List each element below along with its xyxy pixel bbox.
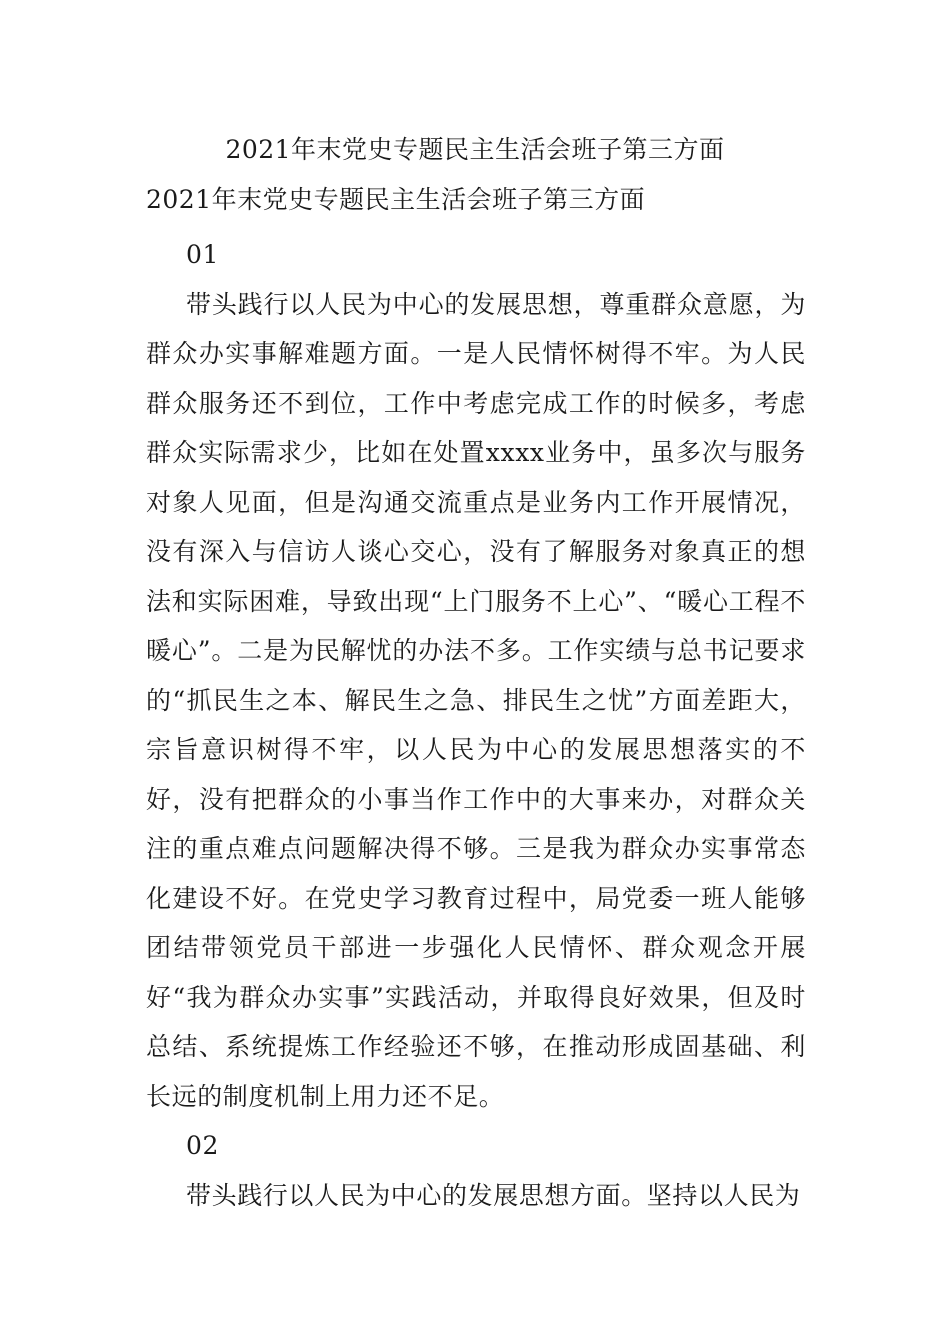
- document-title-left: 2021年末党史专题民主生活会班子第三方面: [146, 185, 646, 214]
- section-paragraph: 带头践行以人民为中心的发展思想方面。坚持以人民为: [186, 1180, 801, 1210]
- section-number: 02: [186, 1131, 220, 1160]
- document-body: [146, 230, 806, 1220]
- document-title-centered: 2021年末党史专题民主生活会班子第三方面: [225, 135, 725, 164]
- section-number: 01: [186, 240, 220, 269]
- section-paragraph: 带头践行以人民为中心的发展思想，尊重群众意愿，为群众办实事解难题方面。一是人民情怀树得不牢。为人民群众服务还不到位，工作中考虑完成工作的时候多，考虑群众实际需求少，比如在处置xxxx业务中，虽多次与服务对象人见面，但是沟通交流重点是业务内工作开展情况，没有深入与信访人谈心交心，没有了解服务对象真正的想法和实际困难，导致出现“上门服务不上心”、“暖心工程不暖心”。二是为民解忧的办法不多。工作实绩与总书记要求的“抓民生之本、解民生之急、排民生之忧”方面差距大，宗旨意识树得不牢，以人民为中心的发展思想落实的不好，没有把群众的小事当作工作中的大事来办，对群众关注的重点难点问题解决得不够。三是我为群众办实事常态化建设不好。在党史学习教育过程中，局党委一班人能够团结带领党员干部进一步强化人民情怀、群众观念开展好“我为群众办实事”实践活动，并取得良好效果，但及时总结、系统提炼工作经验还不够，在推动形成固基础、利长远的制度机制上用力还不足。: [146, 289, 806, 1111]
